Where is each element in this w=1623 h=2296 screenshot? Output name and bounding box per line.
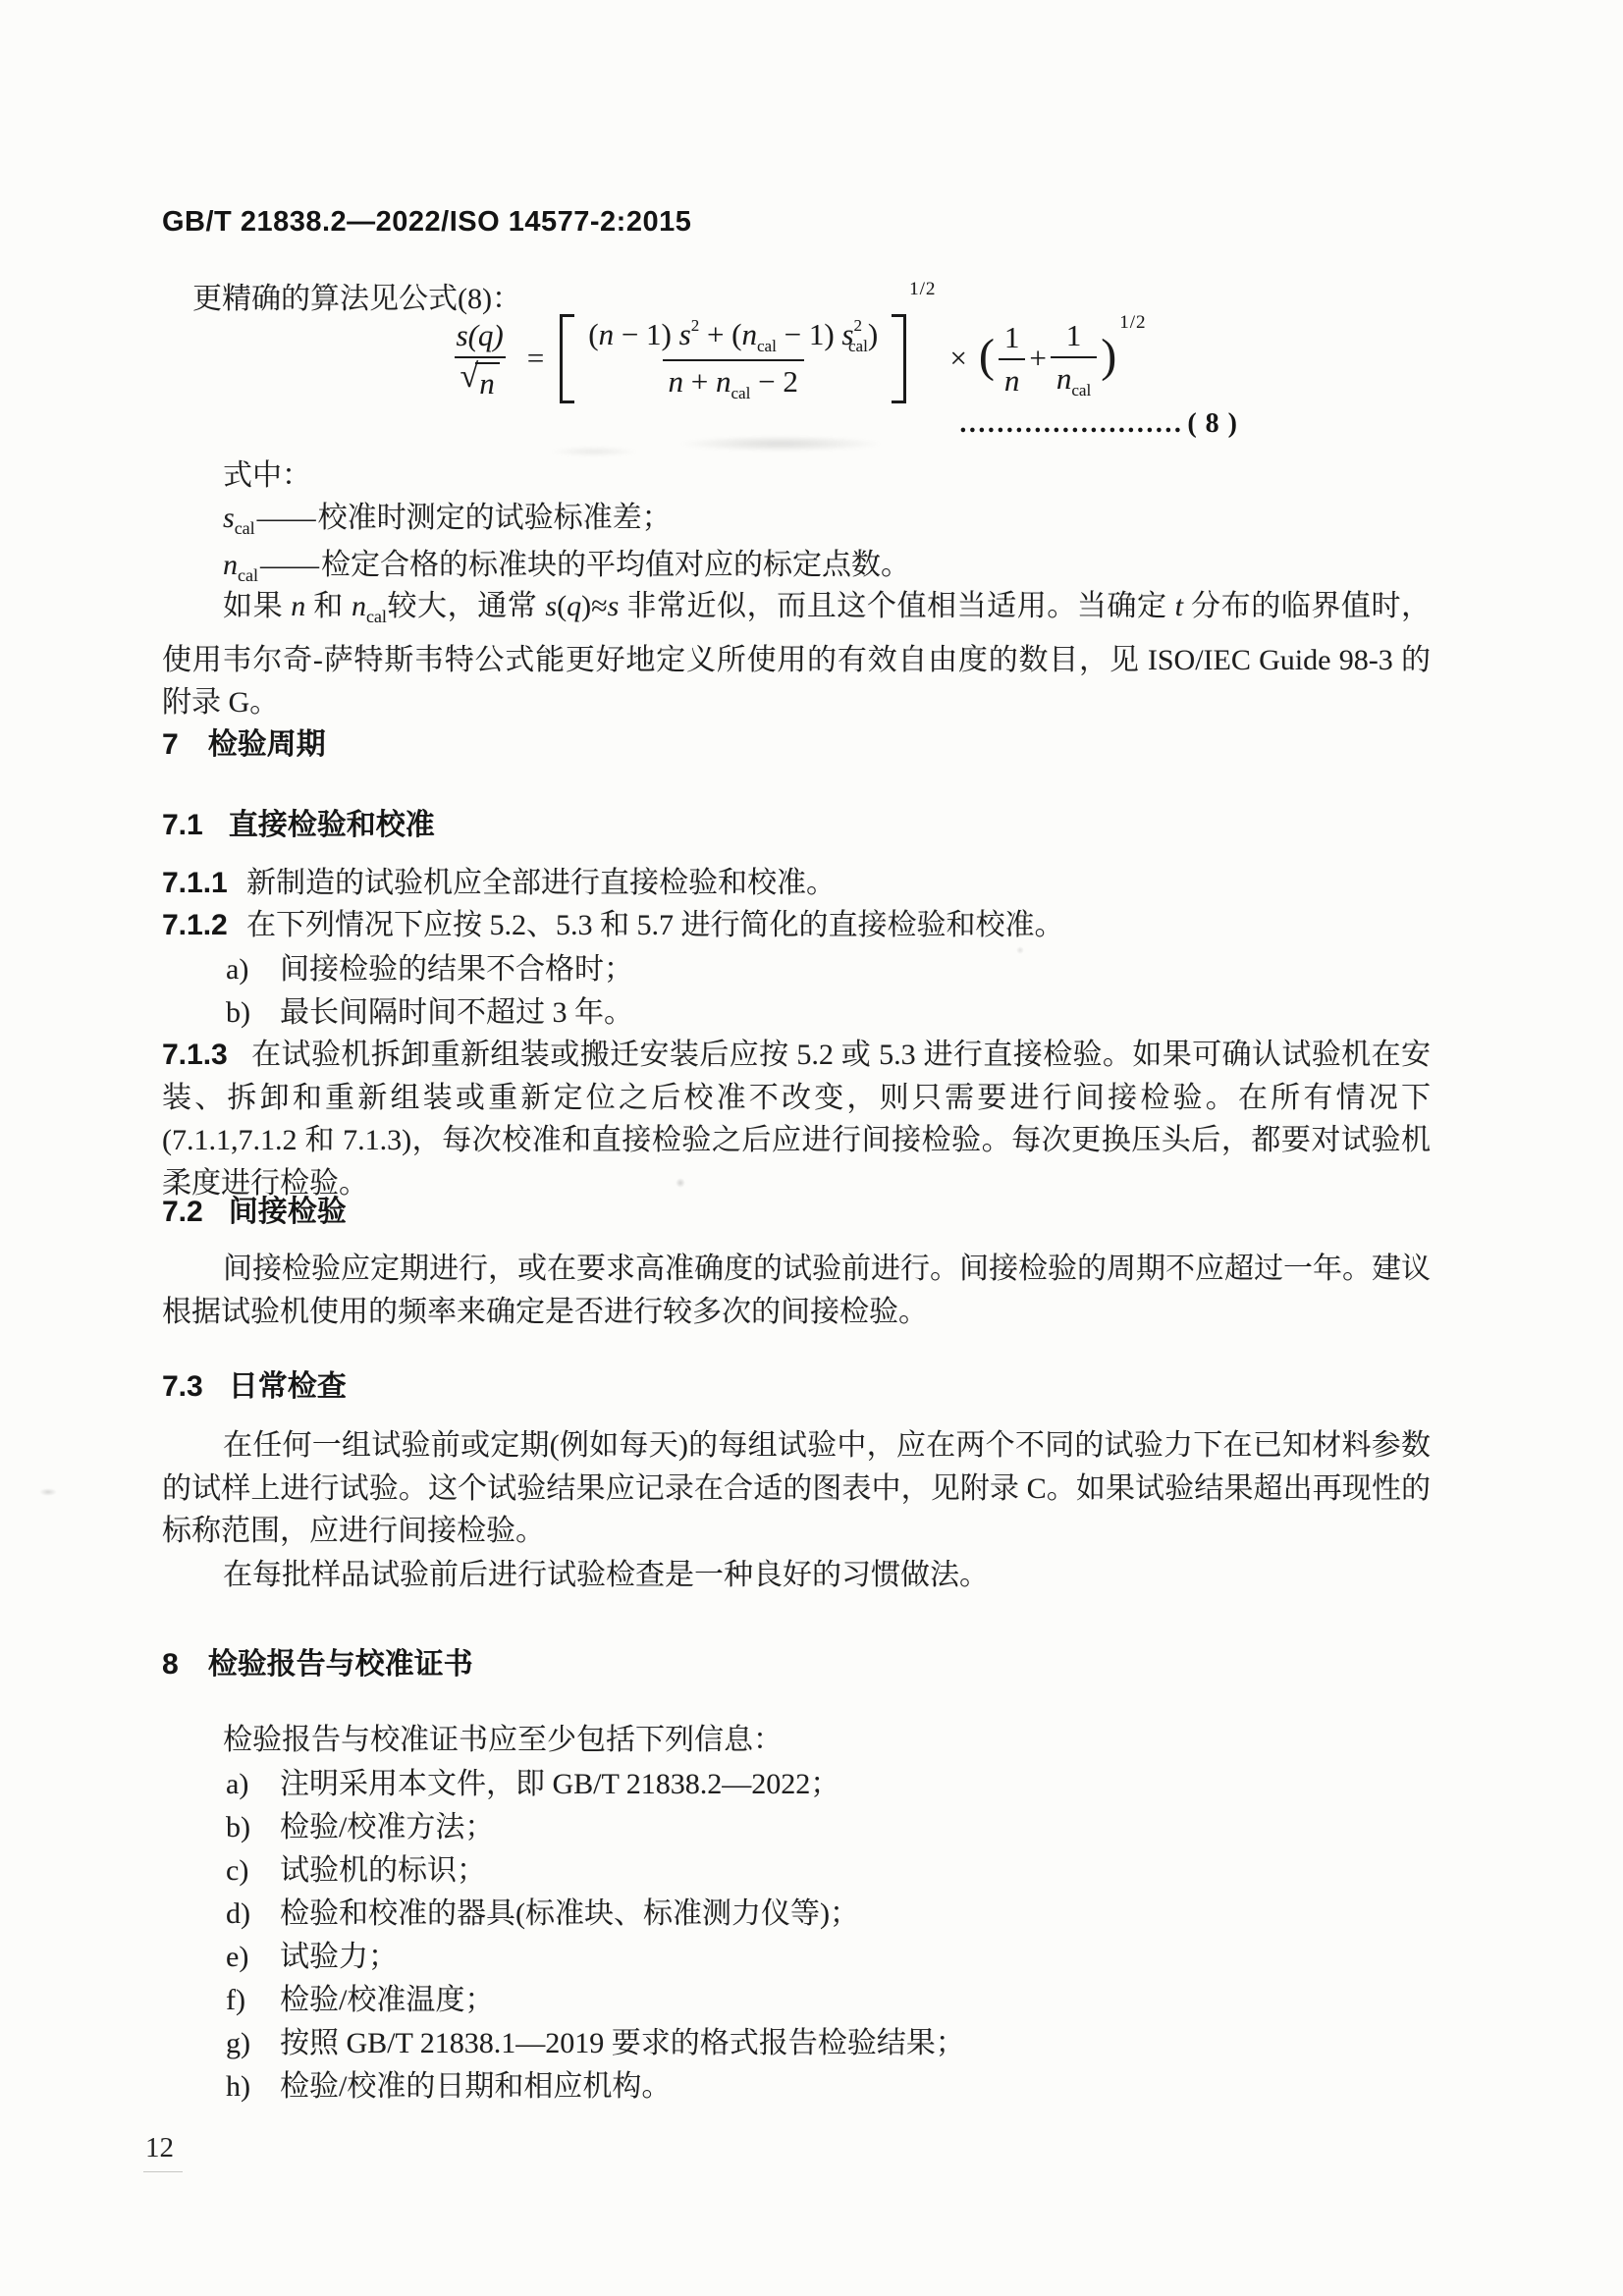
section-title: 检验报告与校准证书 xyxy=(207,1648,473,1681)
clause-text: 新制造的试验机应全部进行直接检验和校准。 xyxy=(246,867,836,899)
section-title: 直接检验和校准 xyxy=(228,809,435,841)
right-bracket xyxy=(892,314,906,403)
open-paren: ( xyxy=(978,330,995,382)
def-desc: 检定合格的标准块的平均值对应的标定点数。 xyxy=(320,549,910,581)
exponent-one-half-2: 1/2 xyxy=(1119,312,1147,333)
item-label: b) xyxy=(226,1811,250,1843)
page-number: 12 xyxy=(145,2132,174,2163)
scan-artifact-line xyxy=(143,2171,183,2172)
section-number: 8 xyxy=(162,1648,179,1681)
item-text: 检验/校准温度； xyxy=(280,1984,495,2016)
left-bracket xyxy=(560,314,574,403)
leader-dots: ........................ xyxy=(959,408,1184,439)
def-term: $n_{cal}$ xyxy=(223,549,258,585)
section-7-2-heading xyxy=(162,1187,1431,1230)
one-over-n: $\frac{1}{n}$ xyxy=(999,318,1026,399)
note-paragraph: 如果 n 和 $n_{cal}$较大，通常 s(q)≈s 非常近似，而且这个值相当适用。当确定 t 分布的临界值时，使用韦尔奇-萨特斯韦特公式能更好地定义所使用的有效自由度的数目，见 ISO/IEC Guide 98-3 的附录 G。 xyxy=(162,590,1432,719)
item-label: c) xyxy=(226,1854,249,1887)
report-item-g xyxy=(162,2022,1494,2065)
section-title: 检验周期 xyxy=(207,728,326,761)
paragraph-7-3-note: 在每批样品试验前后进行试验检查是一种良好的习惯做法。 xyxy=(223,1559,989,1591)
item-label: h) xyxy=(226,2070,250,2103)
def-dash: —— xyxy=(259,549,319,581)
definition-s-cal xyxy=(162,497,1491,551)
section-number: 7.2 xyxy=(162,1196,203,1228)
bracketed-fraction xyxy=(560,278,937,403)
item-label: g) xyxy=(226,2027,250,2059)
section-7-1-heading xyxy=(162,800,1431,843)
report-item-f xyxy=(162,1979,1494,2022)
lhs-denominator xyxy=(455,356,506,401)
main-denominator: $n + n_{cal} - 2$ xyxy=(663,359,804,403)
paragraph-7-2: 间接检验应定期进行，或在要求高准确度的试验前进行。间接检验的周期不应超过一年。建议根据试验机使用的频率来确定是否进行较多次的间接检验。 xyxy=(162,1253,1431,1328)
clause-number: 7.1.2 xyxy=(162,909,228,941)
item-label: a) xyxy=(226,1768,249,1800)
report-item-e xyxy=(162,1936,1494,1979)
section-7-heading xyxy=(162,720,1431,763)
scan-speck xyxy=(39,1488,57,1496)
equation-number-row xyxy=(162,408,1431,448)
section-number: 7 xyxy=(162,728,179,761)
section-title: 间接检验 xyxy=(228,1196,347,1228)
paragraph-7-3: 在任何一组试验前或定期(例如每天)的每组试验中，应在两个不同的试验力下在已知材料参数的试样上进行试验。这个试验结果应记录在合适的图表中，见附录 C。如果试验结果超出再现性的标称范围，应进行间接检验。 xyxy=(162,1429,1431,1547)
where-label: 式中： xyxy=(223,459,311,492)
clause-number: 7.1.3 xyxy=(162,1039,228,1071)
item-text: 间接检验的结果不合格时； xyxy=(280,953,633,986)
item-label: e) xyxy=(226,1941,249,1973)
exponent-one-half: 1/2 xyxy=(909,278,937,299)
clause-text: 在下列情况下应按 5.2、5.3 和 5.7 进行简化的直接检验和校准。 xyxy=(246,909,1064,941)
list-item-a xyxy=(162,948,1494,991)
main-numerator: (n − 1) $s^2 + (n_{cal} - 1)$ $s^2_{cal}$) xyxy=(588,315,879,355)
one-over-ncal: $\frac{1}{n_{cal}}$ xyxy=(1051,316,1097,400)
report-item-h xyxy=(162,2065,1494,2109)
item-label: a) xyxy=(226,953,249,986)
lhs-numerator: s(q) xyxy=(456,317,504,352)
item-label: b) xyxy=(226,996,250,1029)
item-text: 检验/校准的日期和相应机构。 xyxy=(280,2070,672,2103)
sqrt-n: √ n xyxy=(460,362,500,401)
clause-7-1-2 xyxy=(162,904,1431,947)
document-header: GB/T 21838.2—2022/ISO 14577-2:2015 xyxy=(162,206,692,238)
def-term: $s_{cal}$ xyxy=(223,502,255,538)
lhs-fraction xyxy=(451,316,510,401)
section-8-intro: 检验报告与校准证书应至少包括下列信息： xyxy=(223,1724,783,1756)
equals-sign: = xyxy=(526,341,545,375)
section-number: 7.3 xyxy=(162,1370,203,1403)
equation-number: ( 8 ) xyxy=(1187,408,1238,439)
report-item-a xyxy=(162,1763,1494,1806)
item-text: 试验力； xyxy=(280,1941,398,1973)
report-item-b xyxy=(162,1806,1494,1849)
item-label: d) xyxy=(226,1897,250,1930)
list-item-b xyxy=(162,991,1494,1035)
item-text: 检验/校准方法； xyxy=(280,1811,495,1843)
item-text: 检验和校准的器具(标准块、标准测力仪等)； xyxy=(280,1897,859,1930)
report-item-c xyxy=(162,1849,1494,1893)
radical-sign: √ xyxy=(460,357,479,395)
section-7-3-heading xyxy=(162,1362,1431,1405)
clause-number: 7.1.1 xyxy=(162,867,228,899)
item-label: f) xyxy=(226,1984,245,2016)
item-text: 最长间隔时间不超过 3 年。 xyxy=(280,996,633,1029)
report-item-d xyxy=(162,1893,1494,1936)
section-8-heading xyxy=(162,1639,1431,1682)
close-paren: ) xyxy=(1101,330,1117,382)
formula-intro-line: 更精确的算法见公式(8)： xyxy=(192,283,521,315)
clause-text: 在试验机拆卸重新组装或搬迁安装后应按 5.2 或 5.3 进行直接检验。如果可确认试验机在安装、拆卸和重新组装或重新定位之后校准不改变，则只需要进行间接检验。在所有情况下(7.1.1,7.1.2 和 7.1.3)，每次校准和直接检验之后应进行间接检验。每次更换压头后，都要对试验机柔度进行检验。 xyxy=(162,1039,1431,1200)
section-number: 7.1 xyxy=(162,809,203,841)
item-text: 试验机的标识； xyxy=(280,1854,486,1887)
item-text: 注明采用本文件，即 GB/T 21838.2—2022； xyxy=(280,1768,840,1800)
clause-7-1-3 xyxy=(162,1034,1431,1204)
item-text: 按照 GB/T 21838.1—2019 要求的格式报告检验结果； xyxy=(280,2027,965,2059)
def-desc: 校准时测定的试验标准差； xyxy=(317,502,672,534)
def-dash: —— xyxy=(256,502,316,534)
plus-sign: + xyxy=(1029,341,1047,375)
clause-7-1-1 xyxy=(162,862,1431,905)
multiplication-sign: × xyxy=(949,341,967,375)
section-title: 日常检查 xyxy=(228,1370,347,1403)
